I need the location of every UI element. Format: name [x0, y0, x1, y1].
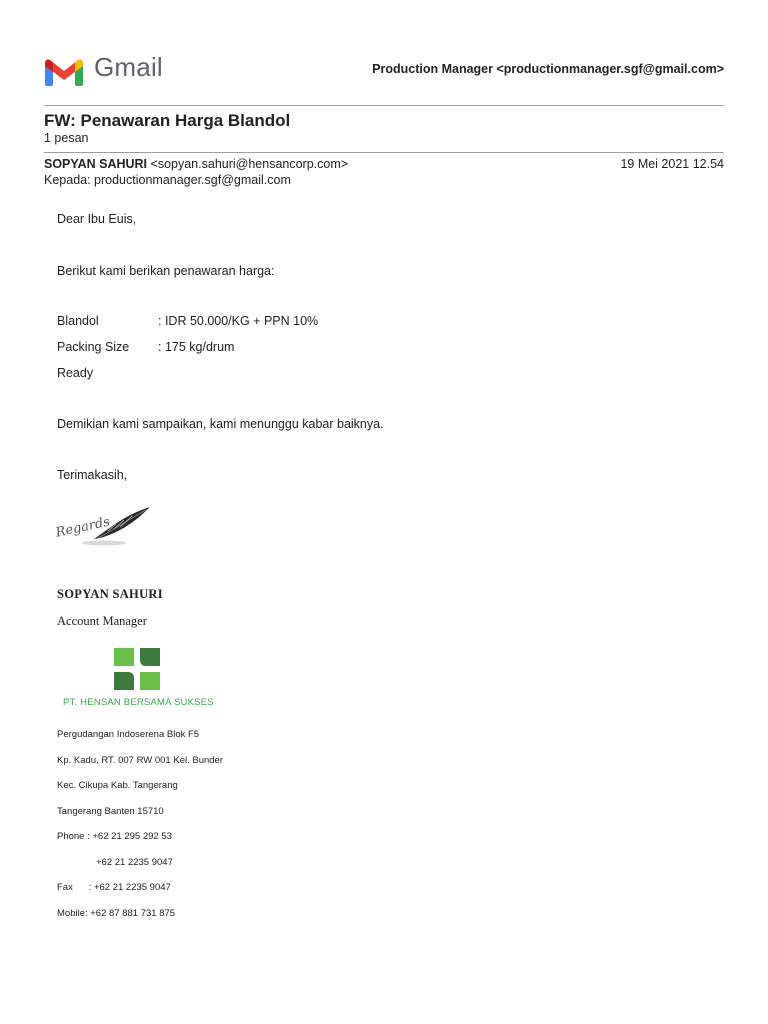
signature-title: Account Manager — [57, 614, 147, 628]
thanks-text: Terimakasih, — [57, 468, 128, 482]
address-line: Tangerang Banten 15710 — [57, 806, 164, 817]
address-line: Pergudangan Indoserena Blok F5 — [57, 729, 200, 740]
account-label: Production Manager <productionmanager.sgf@gmail.com> — [372, 62, 724, 76]
availability-status: Ready — [57, 366, 94, 380]
subject-divider — [44, 152, 724, 153]
fax-line: Fax : +62 21 2235 9047 — [57, 882, 171, 893]
company-logo-icon — [112, 646, 162, 692]
signature-name: SOPYAN SAHURI — [57, 587, 163, 601]
sender-name: SOPYAN SAHURI — [44, 157, 148, 171]
recipient-line: Kepada: productionmanager.sgf@gmail.com — [44, 173, 291, 187]
svg-text:Regards: Regards — [54, 514, 112, 541]
message-count: 1 pesan — [44, 131, 89, 145]
phone-line: Phone : +62 21 295 292 53 — [57, 831, 172, 842]
closing-text: Demikian kami sampaikan, kami menunggu kabar baiknya. — [57, 417, 384, 431]
gmail-wordmark: Gmail — [94, 52, 163, 82]
address-line: Kp. Kadu, RT. 007 RW 001 Kel. Bunder — [57, 755, 223, 766]
phone-line-secondary: +62 21 2235 9047 — [96, 857, 173, 868]
greeting: Dear Ibu Euis, — [57, 212, 137, 226]
mobile-line: Mobile: +62 87 881 731 875 — [57, 908, 176, 919]
sender-line — [44, 157, 348, 171]
signature-image-icon — [54, 503, 154, 547]
sender-email: <sopyan.sahuri@hensancorp.com> — [150, 157, 349, 171]
message-date: 19 Mei 2021 12.54 — [620, 157, 724, 171]
offer-label-product: Blandol — [57, 314, 99, 328]
gmail-logo-icon — [44, 56, 84, 86]
offer-label-packing: Packing Size — [57, 340, 130, 354]
header-divider — [44, 105, 724, 106]
address-line: Kec. Cikupa Kab. Tangerang — [57, 780, 178, 791]
intro-text: Berikut kami berikan penawaran harga: — [57, 264, 275, 278]
company-name: PT. HENSAN BERSAMA SUKSES — [63, 697, 214, 708]
offer-value-packing: : 175 kg/drum — [158, 340, 235, 354]
offer-value-price: : IDR 50.000/KG + PPN 10% — [158, 314, 319, 328]
email-subject: FW: Penawaran Harga Blandol — [44, 111, 291, 130]
